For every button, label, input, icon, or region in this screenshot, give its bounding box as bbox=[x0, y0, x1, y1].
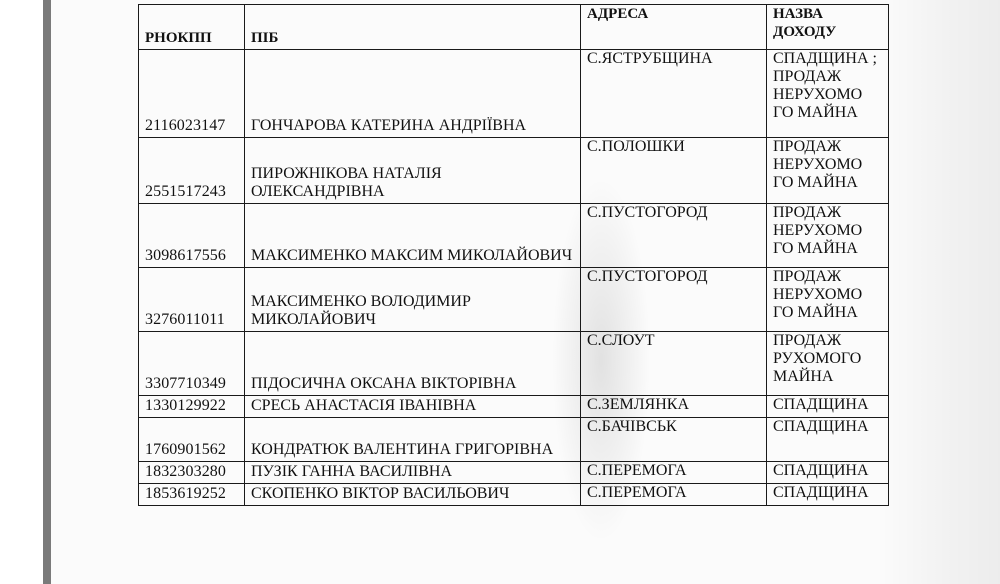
cell-address: С.ПОЛОШКИ bbox=[581, 138, 767, 204]
table-row bbox=[139, 462, 889, 484]
table-row bbox=[139, 50, 889, 138]
cell-name: СКОПЕНКО ВІКТОР ВАСИЛЬОВИЧ bbox=[245, 484, 581, 506]
header-address: АДРЕСА bbox=[581, 5, 767, 50]
cell-income: СПАДЩИНА bbox=[767, 418, 889, 462]
cell-income: СПАДЩИНА ; ПРОДАЖ НЕРУХОМО ГО МАЙНА bbox=[767, 50, 889, 138]
cell-code: 2551517243 bbox=[139, 138, 245, 204]
cell-code: 3307710349 bbox=[139, 332, 245, 396]
cell-income: СПАДЩИНА bbox=[767, 484, 889, 506]
cell-address: С.БАЧІВСЬК bbox=[581, 418, 767, 462]
cell-income: ПРОДАЖ НЕРУХОМО ГО МАЙНА bbox=[767, 268, 889, 332]
cell-address: С.ПЕРЕМОГА bbox=[581, 484, 767, 506]
cell-name: МАКСИМЕНКО МАКСИМ МИКОЛАЙОВИЧ bbox=[245, 204, 581, 268]
cell-income: ПРОДАЖ РУХОМОГО МАЙНА bbox=[767, 332, 889, 396]
table-row bbox=[139, 396, 889, 418]
cell-name: ПИРОЖНІКОВА НАТАЛІЯ ОЛЕКСАНДРІВНА bbox=[245, 138, 581, 204]
scan-margin bbox=[0, 0, 43, 584]
cell-name: СРЕСЬ АНАСТАСІЯ ІВАНІВНА bbox=[245, 396, 581, 418]
header-income: НАЗВА ДОХОДУ bbox=[767, 5, 889, 50]
cell-name: ГОНЧАРОВА КАТЕРИНА АНДРІЇВНА bbox=[245, 50, 581, 138]
page-edge-shadow bbox=[43, 0, 51, 584]
cell-address: С.ЯСТРУБЩИНА bbox=[581, 50, 767, 138]
cell-address: С.ПУСТОГОРОД bbox=[581, 204, 767, 268]
header-code: РНОКПП bbox=[139, 5, 245, 50]
cell-income: СПАДЩИНА bbox=[767, 396, 889, 418]
cell-income: ПРОДАЖ НЕРУХОМО ГО МАЙНА bbox=[767, 204, 889, 268]
cell-code: 3098617556 bbox=[139, 204, 245, 268]
cell-income: СПАДЩИНА bbox=[767, 462, 889, 484]
cell-code: 2116023147 bbox=[139, 50, 245, 138]
cell-code: 3276011011 bbox=[139, 268, 245, 332]
taxpayer-table bbox=[138, 4, 889, 506]
cell-name: КОНДРАТЮК ВАЛЕНТИНА ГРИГОРІВНА bbox=[245, 418, 581, 462]
table-row bbox=[139, 138, 889, 204]
cell-address: С.ПУСТОГОРОД bbox=[581, 268, 767, 332]
table-row bbox=[139, 204, 889, 268]
cell-name: МАКСИМЕНКО ВОЛОДИМИР МИКОЛАЙОВИЧ bbox=[245, 268, 581, 332]
table-row bbox=[139, 268, 889, 332]
cell-income: ПРОДАЖ НЕРУХОМО ГО МАЙНА bbox=[767, 138, 889, 204]
cell-address: С.ЗЕМЛЯНКА bbox=[581, 396, 767, 418]
cell-code: 1853619252 bbox=[139, 484, 245, 506]
header-name: ПІБ bbox=[245, 5, 581, 50]
cell-code: 1330129922 bbox=[139, 396, 245, 418]
cell-name: ПІДОСИЧНА ОКСАНА ВІКТОРІВНА bbox=[245, 332, 581, 396]
cell-name: ПУЗІК ГАННА ВАСИЛІВНА bbox=[245, 462, 581, 484]
cell-code: 1760901562 bbox=[139, 418, 245, 462]
header-row bbox=[139, 5, 889, 50]
cell-address: С.ПЕРЕМОГА bbox=[581, 462, 767, 484]
cell-address: С.СЛОУТ bbox=[581, 332, 767, 396]
table-row bbox=[139, 332, 889, 396]
cell-code: 1832303280 bbox=[139, 462, 245, 484]
table-row bbox=[139, 418, 889, 462]
table-row bbox=[139, 484, 889, 506]
